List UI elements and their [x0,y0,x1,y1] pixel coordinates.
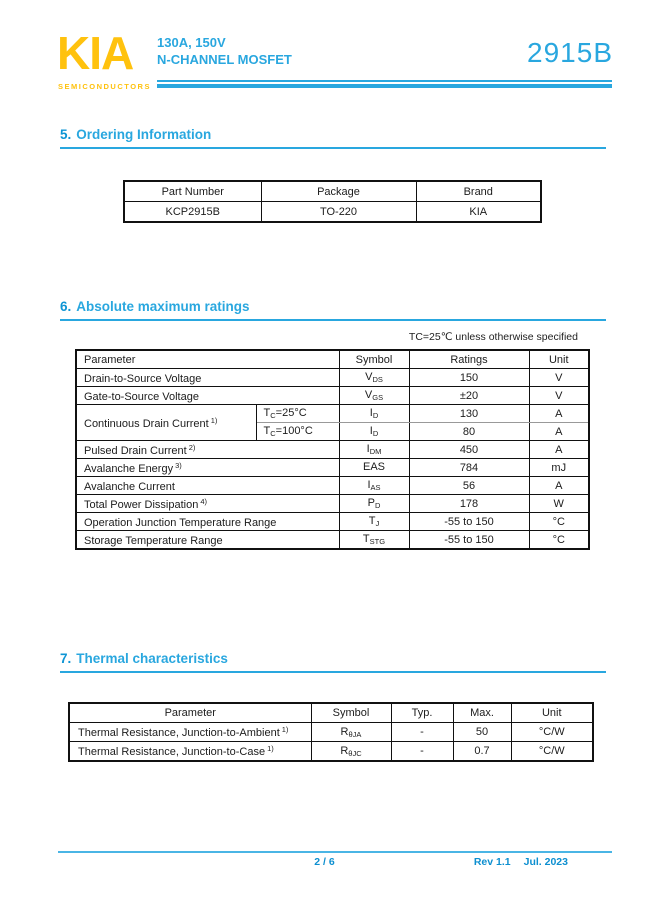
footer-rule [58,851,612,853]
ratings-cell: -55 to 150 [409,513,529,531]
column-header-part-number: Part Number [124,181,261,202]
unit-cell: °C/W [511,742,593,762]
unit-cell: °C/W [511,723,593,742]
table-row [76,531,589,550]
logo-subtext: SEMICONDUCTORS [58,82,151,91]
parameter-cell: Total Power Dissipation $^{4)}$ [76,495,339,513]
condition-note: TC=25℃ unless otherwise specified [408,331,578,343]
revision-date: Jul. 2023 [523,856,568,868]
column-header-ratings: Ratings [409,350,529,369]
unit-cell: A [529,477,589,495]
section-heading-abs-max [60,299,606,321]
spec-line-device-type: N-CHANNEL MOSFET [157,52,292,67]
parameter-cell: Continuous Drain Current $^{1)}$ [76,405,256,441]
ratings-cell: 784 [409,459,529,477]
parameter-cell: Storage Temperature Range [76,531,339,550]
parameter-cell: Operation Junction Temperature Range [76,513,339,531]
ratings-cell: 130 [409,405,529,423]
parameter-cell: Avalanche Energy $^{3)}$ [76,459,339,477]
header-rule-thin [157,80,612,82]
column-header-parameter: Parameter [76,350,339,369]
section-number: 5. [60,127,72,142]
symbol-cell: $I_D$ [339,405,409,423]
typ-cell: - [391,723,453,742]
condition-cell: $T_C=100^\circ C$ [256,423,339,441]
symbol-cell: $I_{AS}$ [339,477,409,495]
column-header-max: Max. [453,703,511,723]
section-title: Thermal characteristics [76,651,228,666]
thermal-characteristics-table [68,702,594,762]
ratings-cell: 80 [409,423,529,441]
table-row [76,459,589,477]
page-number: 2 / 6 [314,856,335,868]
symbol-cell: $V_{GS}$ [339,387,409,405]
absolute-maximum-ratings-table [75,349,590,550]
table-header-row [124,181,541,202]
column-header-symbol: Symbol [339,350,409,369]
table-row [76,387,589,405]
part-number-title: 2915B [527,37,613,68]
table-row [76,495,589,513]
unit-cell: A [529,405,589,423]
column-header-unit: Unit [511,703,593,723]
unit-cell: A [529,423,589,441]
symbol-cell: $T_{STG}$ [339,531,409,550]
package-cell: TO-220 [261,202,416,223]
unit-cell: °C [529,513,589,531]
parameter-cell: Gate-to-Source Voltage [76,387,339,405]
spec-line-current-voltage: 130A, 150V [157,35,226,50]
unit-cell: V [529,387,589,405]
table-row [69,723,593,742]
table-row [76,405,589,423]
column-header-symbol: Symbol [311,703,391,723]
parameter-cell: Avalanche Current [76,477,339,495]
section-number: 6. [60,299,72,314]
revision-label: Rev 1.1 [473,856,511,868]
table-row [69,742,593,762]
unit-cell: °C [529,531,589,550]
unit-cell: mJ [529,459,589,477]
table-row [76,477,589,495]
ratings-cell: 450 [409,441,529,459]
symbol-cell: $R_{\theta JA}$ [311,723,391,742]
condition-cell: $T_C=25^\circ C$ [256,405,339,423]
ratings-cell: 178 [409,495,529,513]
kia-logo: KIA [57,27,134,79]
part-number-cell: KCP2915B [124,202,261,223]
table-row [76,513,589,531]
section-heading-ordering [60,127,606,149]
table-row [124,202,541,223]
unit-cell: V [529,369,589,387]
unit-cell: A [529,441,589,459]
section-heading-thermal [60,651,606,673]
unit-cell: W [529,495,589,513]
table-header-row [76,350,589,369]
section-number: 7. [60,651,72,666]
ordering-table [123,180,542,223]
revision-info [474,856,568,868]
symbol-cell: $I_{DM}$ [339,441,409,459]
column-header-unit: Unit [529,350,589,369]
column-header-parameter: Parameter [69,703,311,723]
column-header-package: Package [261,181,416,202]
symbol-cell: $T_J$ [339,513,409,531]
symbol-cell: EAS [339,459,409,477]
column-header-typ: Typ. [391,703,453,723]
device-spec [157,34,292,68]
max-cell: 0.7 [453,742,511,762]
symbol-cell: $I_D$ [339,423,409,441]
parameter-cell: Thermal Resistance, Junction-to-Ambient $^{1)}$ [69,723,311,742]
table-row [76,441,589,459]
section-title: Absolute maximum ratings [76,299,250,314]
header-rule-thick [157,84,612,88]
parameter-cell: Drain-to-Source Voltage [76,369,339,387]
table-header-row [69,703,593,723]
ratings-cell: 150 [409,369,529,387]
brand-cell: KIA [416,202,541,223]
column-header-brand: Brand [416,181,541,202]
ratings-cell: ±20 [409,387,529,405]
symbol-cell: $P_D$ [339,495,409,513]
ratings-cell: 56 [409,477,529,495]
symbol-cell: $R_{\theta JC}$ [311,742,391,762]
section-title: Ordering Information [76,127,212,142]
parameter-cell: Thermal Resistance, Junction-to-Case $^{1)}$ [69,742,311,762]
ratings-cell: -55 to 150 [409,531,529,550]
parameter-cell: Pulsed Drain Current $^{2)}$ [76,441,339,459]
table-row [76,369,589,387]
symbol-cell: $V_{DS}$ [339,369,409,387]
max-cell: 50 [453,723,511,742]
typ-cell: - [391,742,453,762]
